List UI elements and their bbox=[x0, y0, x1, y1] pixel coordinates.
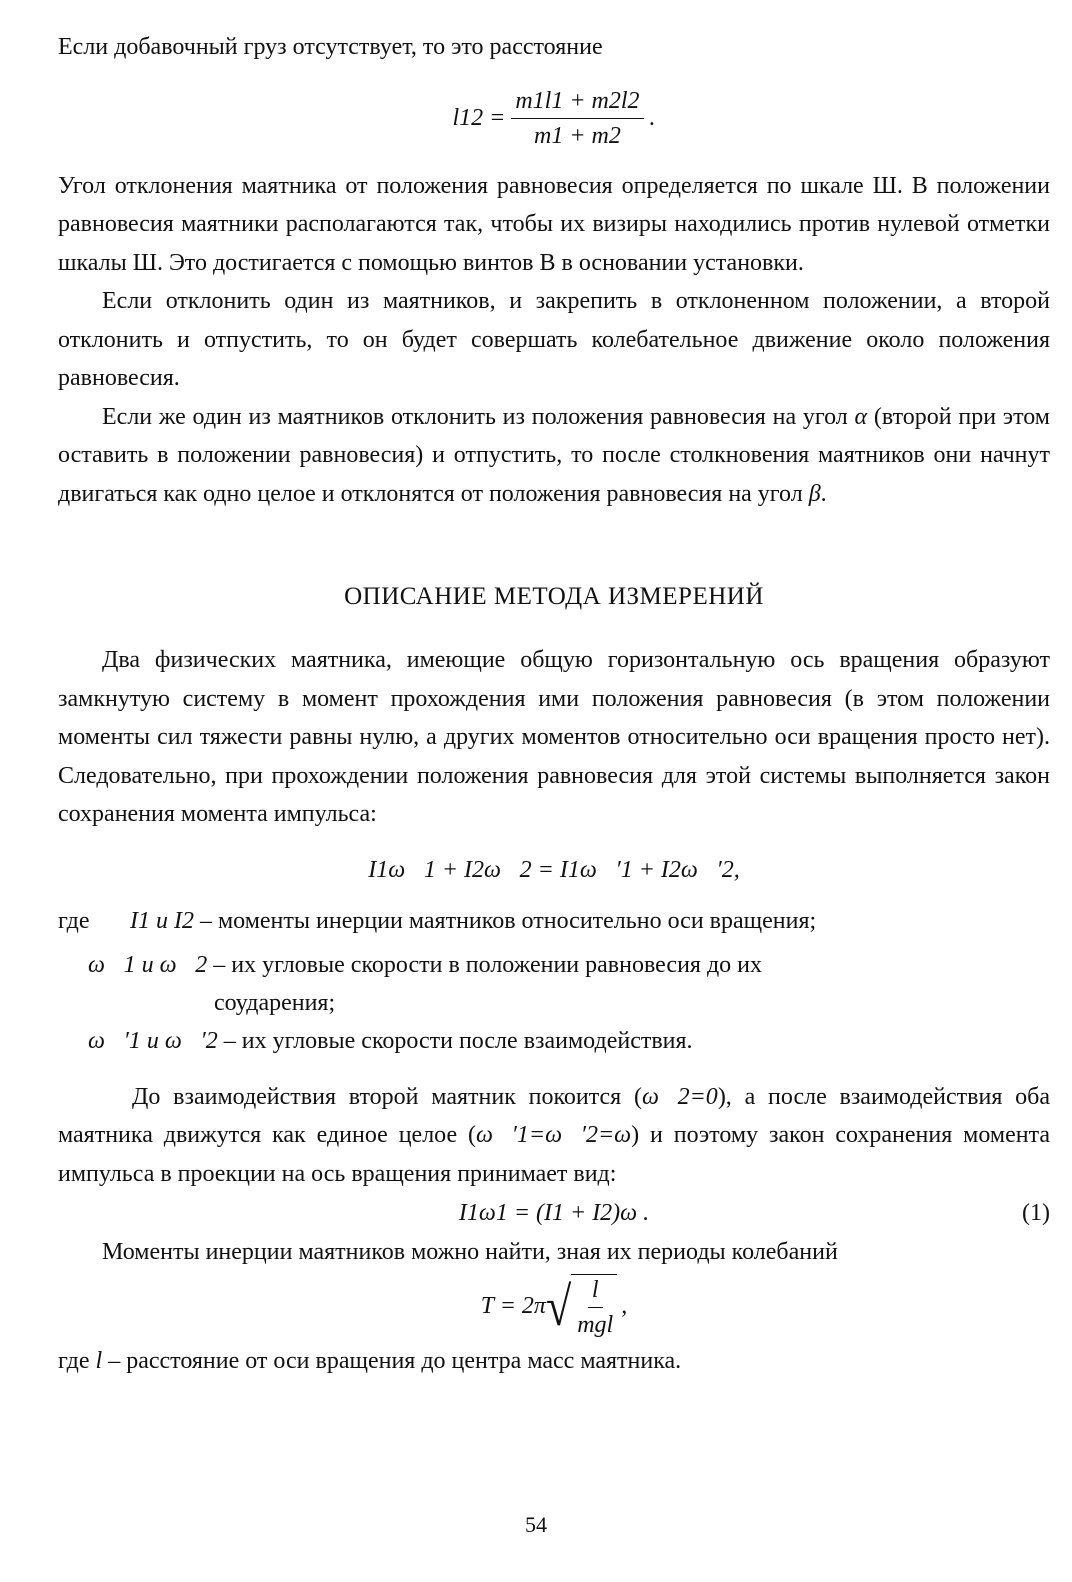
definition-text: – их угловые скорости после взаимодействия. bbox=[223, 1027, 693, 1054]
angle-beta: β bbox=[808, 480, 821, 507]
definition-symbols: ω⃗′1 и ω⃗′2 bbox=[88, 1027, 218, 1054]
definition-row-velocity-after bbox=[58, 1022, 1050, 1060]
definition-text: – моменты инерции маятников относительно оси вращения; bbox=[199, 907, 817, 934]
formula-period-tail: , bbox=[621, 1293, 628, 1319]
definition-lead: где bbox=[58, 907, 90, 934]
definition-continuation: соударения; bbox=[214, 989, 336, 1016]
interaction-symbol-1: ω⃗2=0 bbox=[642, 1083, 718, 1110]
formula-l12-tail: . bbox=[649, 105, 656, 131]
formula-l12-denominator: m1 + m2 bbox=[534, 123, 621, 149]
formula-momentum-conservation: I1ω⃗1 + I2ω⃗2 = I1ω⃗′1 + I2ω⃗′2, bbox=[368, 857, 740, 883]
collision-text-2: (второй при этом оставить в положении равновесия) и отпустить, то после столкновения маятников они начнут двигаться как одно целое и отклонятся от положения равновесия на угол bbox=[58, 403, 1050, 507]
distance-lead: где bbox=[58, 1347, 90, 1374]
angle-alpha: α bbox=[854, 403, 868, 430]
formula-l12-numerator: m1l1 + m2l2 bbox=[511, 86, 643, 119]
paragraph-scale: Угол отклонения маятника от положения равновесия определяется по шкале Ш. В положении равновесия маятники располагаются так, чтобы их визиры находились против нулевой отметки шкалы Ш. Это достигается с помощью винтов В в основании установки. bbox=[58, 172, 1050, 276]
formula-period-numerator: l bbox=[588, 1275, 603, 1308]
radical-sign: √ bbox=[545, 1275, 572, 1337]
definition-row-inertia bbox=[58, 902, 1050, 940]
formula-l12 bbox=[58, 71, 1050, 167]
interaction-symbol-2: ω⃗′1=ω⃗′2=ω bbox=[476, 1122, 632, 1148]
paragraph-collision bbox=[58, 398, 1050, 514]
formula-numbered-1 bbox=[58, 1193, 1050, 1233]
formula-period-sqrt bbox=[546, 1274, 617, 1340]
formula-period bbox=[58, 1272, 1050, 1342]
definition-text: – их угловые скорости в положении равновесия до их bbox=[213, 951, 763, 978]
definition-symbols: I1 и I2 bbox=[130, 907, 194, 934]
paragraph-method: Два физических маятника, имеющие общую горизонтальную ось вращения образуют замкнутую систему в момент прохождения ими положения равновесия (в этом положении моменты сил тяжести равны нулю, а других моментов относительно оси вращения просто нет). Следовательно, при прохождении положения равновесия для этой системы выполняется закон сохранения момента импульса: bbox=[58, 647, 1050, 827]
paragraph-oscillation: Если отклонить один из маятников, и закрепить в отклоненном положении, а второй отклонить и отпустить, то он будет совершать колебательное движение около положения равновесия. bbox=[58, 288, 1050, 391]
definition-row-velocity-before bbox=[58, 946, 1050, 984]
paragraph-distance bbox=[58, 1342, 1050, 1381]
formula-period-fraction bbox=[573, 1275, 617, 1340]
page-number: 54 bbox=[525, 1512, 547, 1537]
collision-text-1: Если же один из маятников отклонить из положения равновесия на угол bbox=[102, 403, 848, 430]
paragraph-periods: Моменты инерции маятников можно найти, зная их периоды колебаний bbox=[102, 1239, 838, 1265]
distance-text: – расстояние от оси вращения до центра масс маятника. bbox=[108, 1347, 682, 1374]
formula-l12-lhs: l12 = bbox=[452, 105, 506, 131]
collision-text-3: . bbox=[820, 480, 827, 507]
formula-period-denominator: mgl bbox=[577, 1311, 614, 1338]
interaction-text-2: ), а после взаимодействия оба маятника движутся как единое целое ( bbox=[58, 1083, 1050, 1148]
paragraph-intro: Если добавочный груз отсутствует, то это расстояние bbox=[58, 34, 603, 60]
formula-number: (1) bbox=[1022, 1200, 1050, 1226]
formula-period-lhs: T = 2π bbox=[480, 1293, 546, 1319]
interaction-text-1: До взаимодействия второй маятник покоится ( bbox=[132, 1083, 642, 1110]
section-heading: ОПИСАНИЕ МЕТОДА ИЗМЕРЕНИЙ bbox=[344, 583, 764, 610]
paragraph-interaction bbox=[58, 1078, 1050, 1194]
interaction-text-3: ) и поэтому закон сохранения момента импульса в проекции на ось вращения принимает вид: bbox=[58, 1122, 1051, 1187]
distance-symbol: l bbox=[95, 1347, 103, 1374]
definition-symbols: ω⃗1 и ω⃗2 bbox=[88, 951, 208, 978]
definitions-list bbox=[58, 902, 1050, 1060]
formula-l12-fraction bbox=[511, 86, 643, 151]
formula-angular-momentum: I1ω1 = (I1 + I2)ω . bbox=[458, 1200, 650, 1226]
